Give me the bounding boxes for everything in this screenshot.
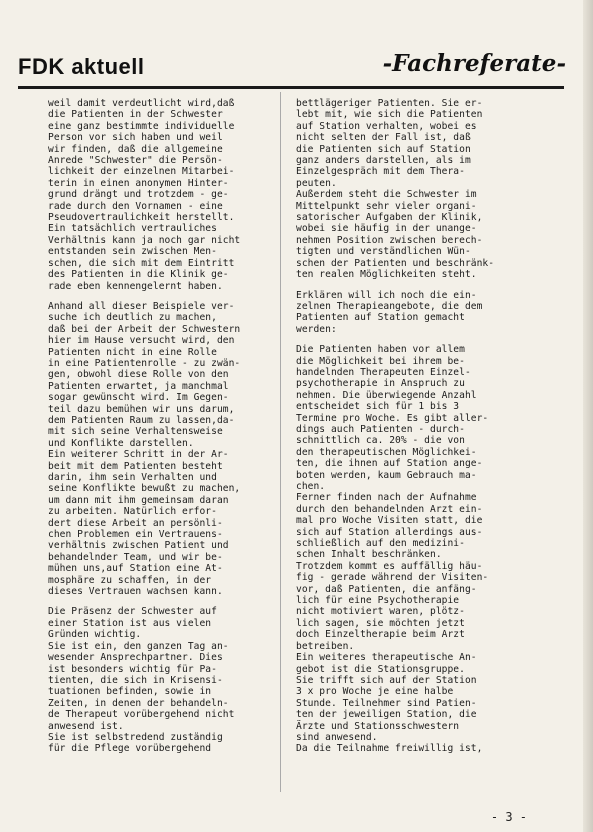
page-number: - 3 -	[490, 810, 527, 824]
left-column	[48, 98, 276, 755]
column-divider	[280, 92, 281, 792]
paragraph: bettlägeriger Patienten. Sie er- lebt mit, wie sich die Patienten auf Station verhalten, wobei es nicht selten der Fall ist, daß die Patienten sich auf Station ganz anders darstellen, als im Einzelgespräch mit dem Thera- peuten. Außerdem steht die Schwester im Mittelpunkt sehr vieler organi- satorischer Aufgaben der Klinik, wobei sie häufig in der unange- nehmen Position zwischen berech- tigten und verständlichen Wün- schen der Patienten und beschränk- ten realen Möglichkeiten steht.	[296, 98, 495, 281]
paragraph: Anhand all dieser Beispiele ver- suche ich deutlich zu machen, daß bei der Arbeit der Schwestern hier im Hause versucht wird, den Patienten nicht in eine Rolle in eine Patientenrolle - zu zwän- gen, obwohl diese Rolle von den Patienten erwartet, ja manchmal sogar gewünscht wird. Im Gegen- teil dazu bemühen wir uns darum, dem Patienten Raum zu lassen,da- mit sich seine Verhaltensweise und Konflikte darstellen. Ein weiterer Schritt in der Ar- beit mit dem Patienten besteht darin, ihm sein Verhalten und seine Konflikte bewußt zu machen, um dann mit ihm gemeinsam daran zu arbeiten. Natürlich erfor- dert diese Arbeit an persönli- chen Problemen ein Vertrauens- verhältnis zwischen Patient und behandelnder Team, und wir be- mühen uns,auf Station eine At- mosphäre zu schaffen, in der dieses Vertrauen wachsen kann.	[48, 300, 241, 598]
publication-title: FDK aktuell	[18, 54, 145, 79]
header-rule	[18, 86, 564, 89]
page-header	[18, 48, 566, 88]
paragraph: Die Präsenz der Schwester auf einer Station ist aus vielen Gründen wichtig. Sie ist ein, den ganzen Tag an- wesender Ansprechpartner. Dies ist besonders wichtig für Pa- tienten, die sich in Krisensi- tuationen befinden, sowie in Zeiten, in denen der behandeln- de Therapeut vorübergehend nicht anwesend ist. Sie ist selbstredend zuständig für die Pflege vorübergehend	[48, 606, 235, 755]
right-column	[296, 98, 532, 755]
page-edge-shadow	[583, 0, 593, 832]
section-title: -Fachreferate-	[382, 50, 566, 77]
paragraph: weil damit verdeutlicht wird,daß die Patienten in der Schwester eine ganz bestimmte individuelle Person vor sich haben und weil wir finden, daß die allgemeine Anrede "Schwester" die Persön- lichkeit der einzelnen Mitarbei- terin in einen anonymen Hinter- grund drängt und trotzdem - ge- rade durch den Vornamen - eine Pseudovertraulichkeit herstellt. Ein tatsächlich vertrauliches Verhältnis kann ja noch gar nicht entstanden sein zwischen Men- schen, die sich mit dem Eintritt des Patienten in die Klinik ge- rade eben kennengelernt haben.	[48, 98, 241, 292]
paragraph: Erklären will ich noch die ein- zelnen Therapieangebote, die dem Patienten auf Station gemacht werden:	[296, 289, 483, 335]
paragraph: Die Patienten haben vor allem die Möglichkeit bei ihrem be- handelnden Therapeuten Einzel- psychotherapie in Anspruch zu nehmen. Die überwiegende Anzahl entscheidet sich für 1 bis 3 Termine pro Woche. Es gibt aller- dings auch Patienten - durch- schnittlich ca. 20% - die von den therapeutischen Möglichkei- ten, die ihnen auf Station ange- boten werden, kaum Gebrauch ma- chen. Ferner finden nach der Aufnahme durch den behandelnden Arzt ein- mal pro Woche Visiten statt, die sich auf Station allerdings aus- schließlich auf den medizini- schen Inhalt beschränken. Trotzdem kommt es auffällig häu- fig - gerade während der Visiten- vor, daß Patienten, die anfäng- lich für eine Psychotherapie nicht motiviert waren, plötz- lich sagen, sie möchten jetzt doch Einzeltherapie beim Arzt betreiben. Ein weiteres therapeutische An- gebot ist die Stationsgruppe. Sie trifft sich auf der Station 3 x pro Woche je eine halbe Stunde. Teilnehmer sind Patien- ten der jeweiligen Station, die Ärzte und Stationsschwestern sind anwesend. Da die Teilnahme freiwillig ist,	[296, 344, 489, 755]
